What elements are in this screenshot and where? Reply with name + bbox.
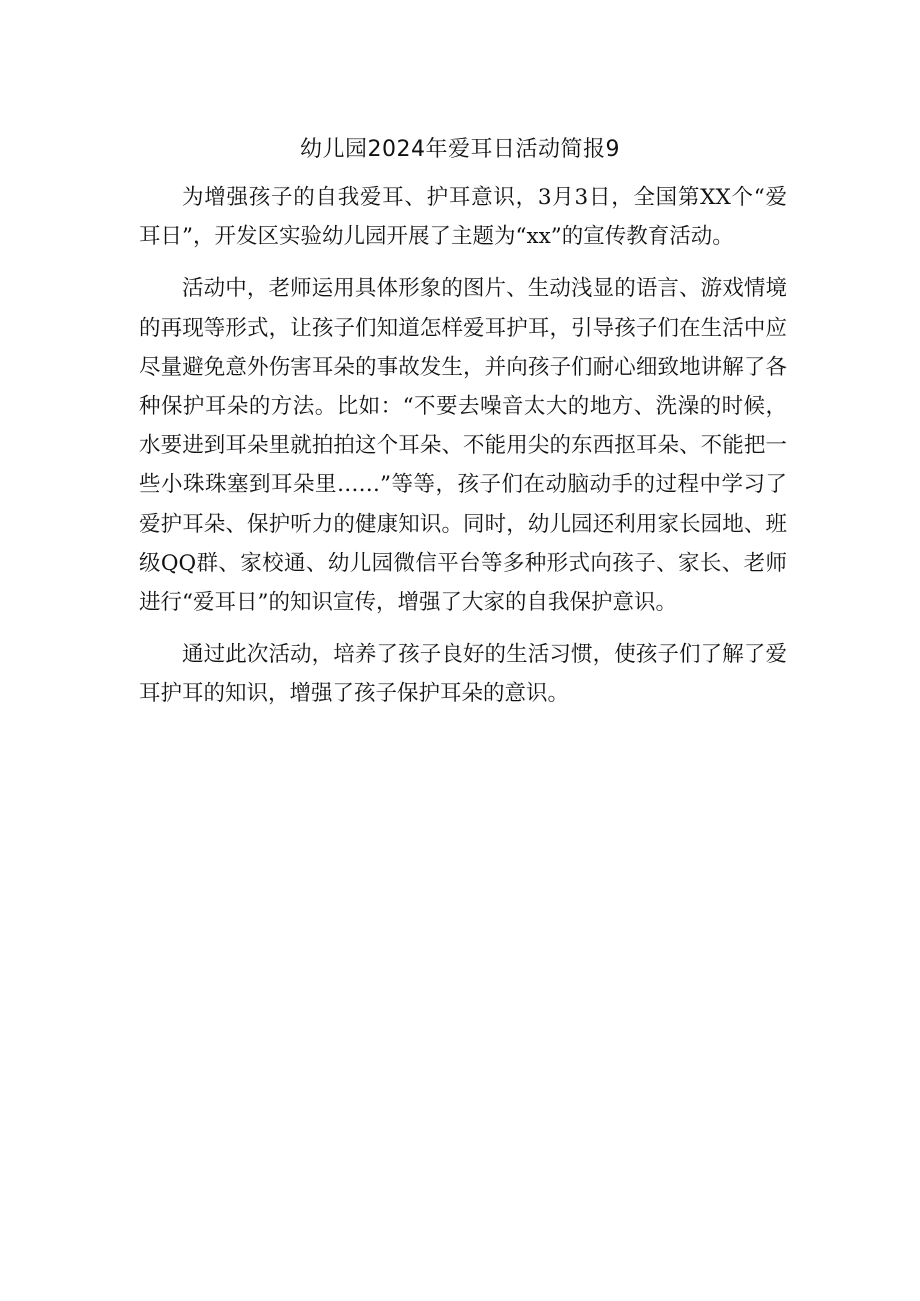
paragraph-intro: 为增强孩子的自我爱耳、护耳意识，3月3日，全国第XX个“爱耳日”，开发区实验幼儿园开展了主题为“xx”的宣传教育活动。 <box>139 185 787 250</box>
paragraph-activity: 活动中，老师运用具体形象的图片、生动浅显的语言、游戏情境的再现等形式，让孩子们知道怎样爱耳护耳，引导孩子们在生活中应尽量避免意外伤害耳朵的事故发生，并向孩子们耐心细致地讲解了各种保护耳朵的方法。比如：“不要去噪音太大的地方、洗澡的时候，水要进到耳朵里就拍拍这个耳朵、不能用尖的东西抠耳朵、不能把一些小珠珠塞到耳朵里……”等等，孩子们在动脑动手的过程中学习了爱护耳朵、保护听力的健康知识。同时，幼儿园还利用家长园地、班级QQ群、家校通、幼儿园微信平台等多种形式向孩子、家长、老师进行“爱耳日”的知识宣传，增强了大家的自我保护意识。 <box>139 276 787 616</box>
paragraph-conclusion: 通过此次活动，培养了孩子良好的生活习惯，使孩子们了解了爱耳护耳的知识，增强了孩子保护耳朵的意识。 <box>139 642 787 707</box>
document-title: 幼儿园2024年爱耳日活动简报9 <box>300 137 620 162</box>
document-body <box>139 178 787 727</box>
